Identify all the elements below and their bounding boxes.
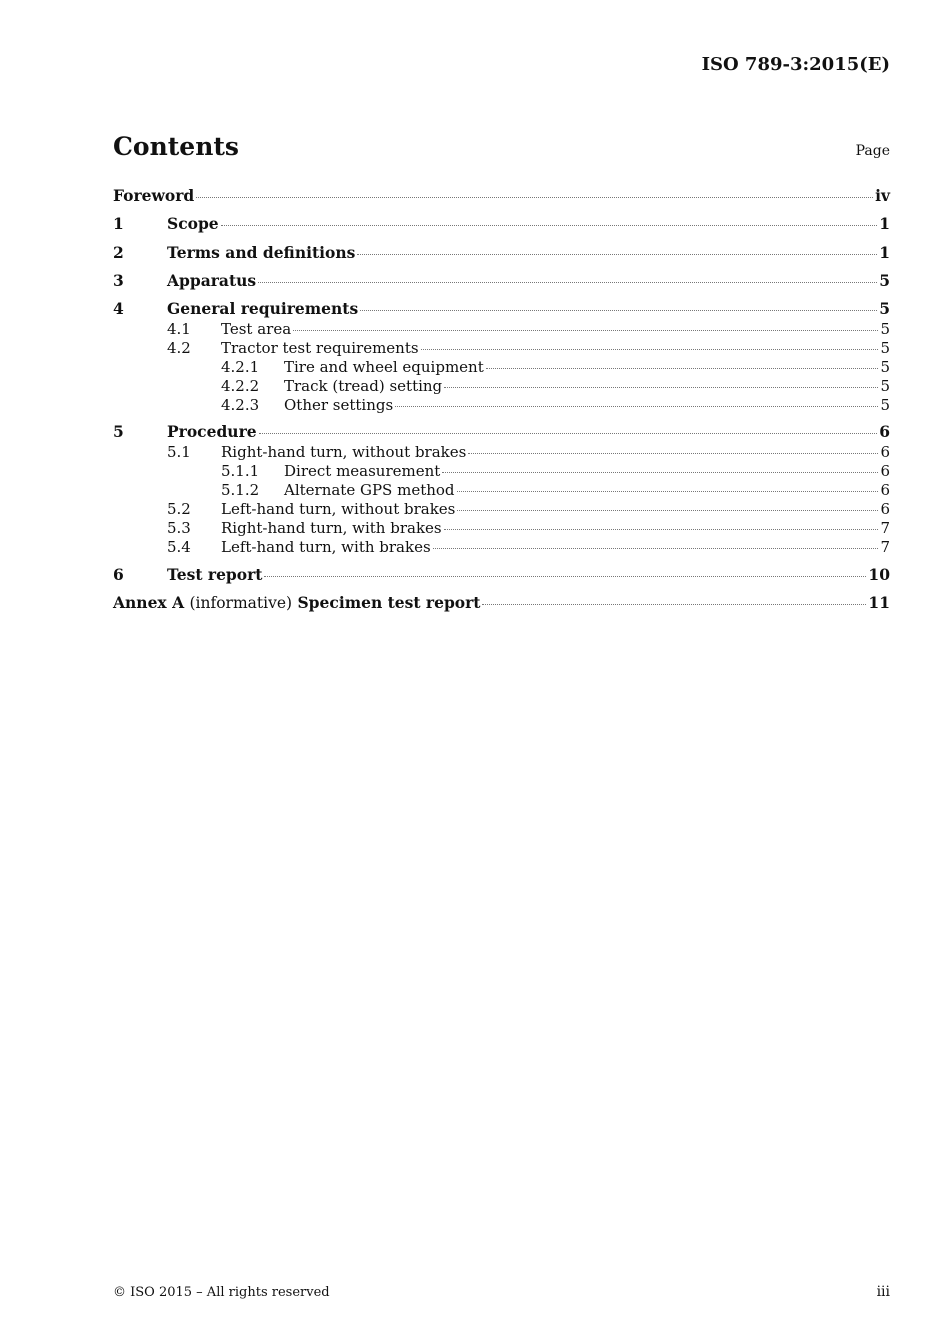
toc-page: 6 [879,422,890,442]
toc-number: 5.1.1 [221,462,260,481]
toc-number: 5.2 [167,500,191,519]
toc-number: 4 [113,299,124,319]
toc-number: 5.3 [167,519,191,538]
toc-number: 4.2.1 [221,358,260,377]
dot-leader [468,453,878,454]
dot-leader [264,576,866,577]
toc-entry-tractor-test-requirements[interactable] [113,339,890,358]
dot-leader [486,368,879,369]
toc-page: 6 [880,481,890,500]
toc-label: General requirements [167,299,359,319]
dot-leader [360,310,877,311]
page-column-label: Page [855,143,890,159]
toc-entry-terms-and-definitions[interactable] [113,242,890,264]
toc-label: Scope [167,214,219,234]
toc-entry-general-requirements[interactable] [113,298,890,320]
toc-page: 5 [880,358,890,377]
toc-page: 5 [880,377,890,396]
toc-number: 5 [113,422,124,442]
toc-page: 7 [880,519,890,538]
toc-page: 5 [880,339,890,358]
toc-page: 11 [868,593,890,613]
toc-entry-other-settings[interactable] [113,396,890,415]
toc-label: Direct measurement [284,462,441,481]
toc-number: 4.2 [167,339,191,358]
toc-page: 5 [879,270,890,290]
toc-label: Tire and wheel equipment [284,358,484,377]
toc-entry-scope[interactable] [113,213,890,235]
dot-leader [293,330,878,331]
footer-page-number: iii [876,1284,890,1300]
footer-copyright: © ISO 2015 – All rights reserved [113,1285,330,1300]
toc-number: 4.1 [167,320,191,339]
toc-page: 5 [880,320,890,339]
toc-page: 10 [868,564,890,584]
toc-entry-foreword[interactable] [113,185,890,207]
toc-number: 4.2.2 [221,377,260,396]
toc-number: 1 [113,214,124,234]
toc-label: Other settings [284,396,394,415]
toc-page: 1 [879,242,890,262]
toc-entry-annex-a[interactable] [113,592,890,614]
toc-entry-left-hand-turn-without-brakes[interactable] [113,500,890,519]
toc-number: 2 [113,242,124,262]
toc-entry-right-hand-turn-without-brakes[interactable] [113,443,890,462]
dot-leader [221,225,878,226]
toc-label: Apparatus [167,270,257,290]
toc-label: Foreword [113,186,195,205]
toc-label: Left-hand turn, with brakes [221,538,431,557]
toc-page: iv [875,186,890,205]
toc-entry-apparatus[interactable] [113,270,890,292]
dot-leader [444,529,879,530]
dot-leader [482,604,866,605]
toc-label: Track (tread) setting [284,377,443,396]
toc-number: 5.1 [167,443,191,462]
dot-leader [457,491,879,492]
dot-leader [442,472,878,473]
annex-prefix: Annex A [113,593,185,613]
toc-entry-test-area[interactable] [113,320,890,339]
dot-leader [457,510,878,511]
toc-label: Procedure [167,422,257,442]
document-id: ISO 789-3:2015(E) [701,54,890,75]
dot-leader [421,349,879,350]
toc-entry-track-setting[interactable] [113,377,890,396]
toc-page: 5 [880,396,890,415]
toc-number: 4.2.3 [221,396,260,415]
toc-page: 6 [880,500,890,519]
toc-label: Terms and definitions [167,242,356,262]
dot-leader [259,433,878,434]
dot-leader [433,548,879,549]
toc-label: Tractor test requirements [221,339,419,358]
dot-leader [357,254,877,255]
toc-entry-alternate-gps-method[interactable] [113,481,890,500]
toc-page: 6 [880,443,890,462]
toc-label: Right-hand turn, without brakes [221,443,467,462]
toc-label: Right-hand turn, with brakes [221,519,442,538]
toc-label: Alternate GPS method [284,481,455,500]
toc-number: 3 [113,270,124,290]
table-of-contents [113,185,890,614]
toc-number: 6 [113,564,124,584]
toc-entry-test-report[interactable] [113,564,890,586]
dot-leader [444,387,878,388]
toc-page: 5 [879,299,890,319]
toc-entry-right-hand-turn-with-brakes[interactable] [113,519,890,538]
toc-label: Test report [167,564,263,584]
toc-page: 1 [879,214,890,234]
dot-leader [395,406,878,407]
toc-number: 5.4 [167,538,191,557]
toc-number: 5.1.2 [221,481,260,500]
toc-label: Specimen test report [297,593,481,613]
toc-page: 7 [880,538,890,557]
dot-leader [258,282,877,283]
annex-qualifier: (informative) [189,594,293,613]
toc-entry-procedure[interactable] [113,421,890,443]
toc-entry-left-hand-turn-with-brakes[interactable] [113,538,890,557]
toc-entry-direct-measurement[interactable] [113,462,890,481]
toc-page: 6 [880,462,890,481]
toc-entry-tire-and-wheel-equipment[interactable] [113,358,890,377]
page-title: Contents [113,132,240,161]
toc-label: Test area [221,320,292,339]
dot-leader [196,197,873,198]
toc-label: Left-hand turn, without brakes [221,500,456,519]
